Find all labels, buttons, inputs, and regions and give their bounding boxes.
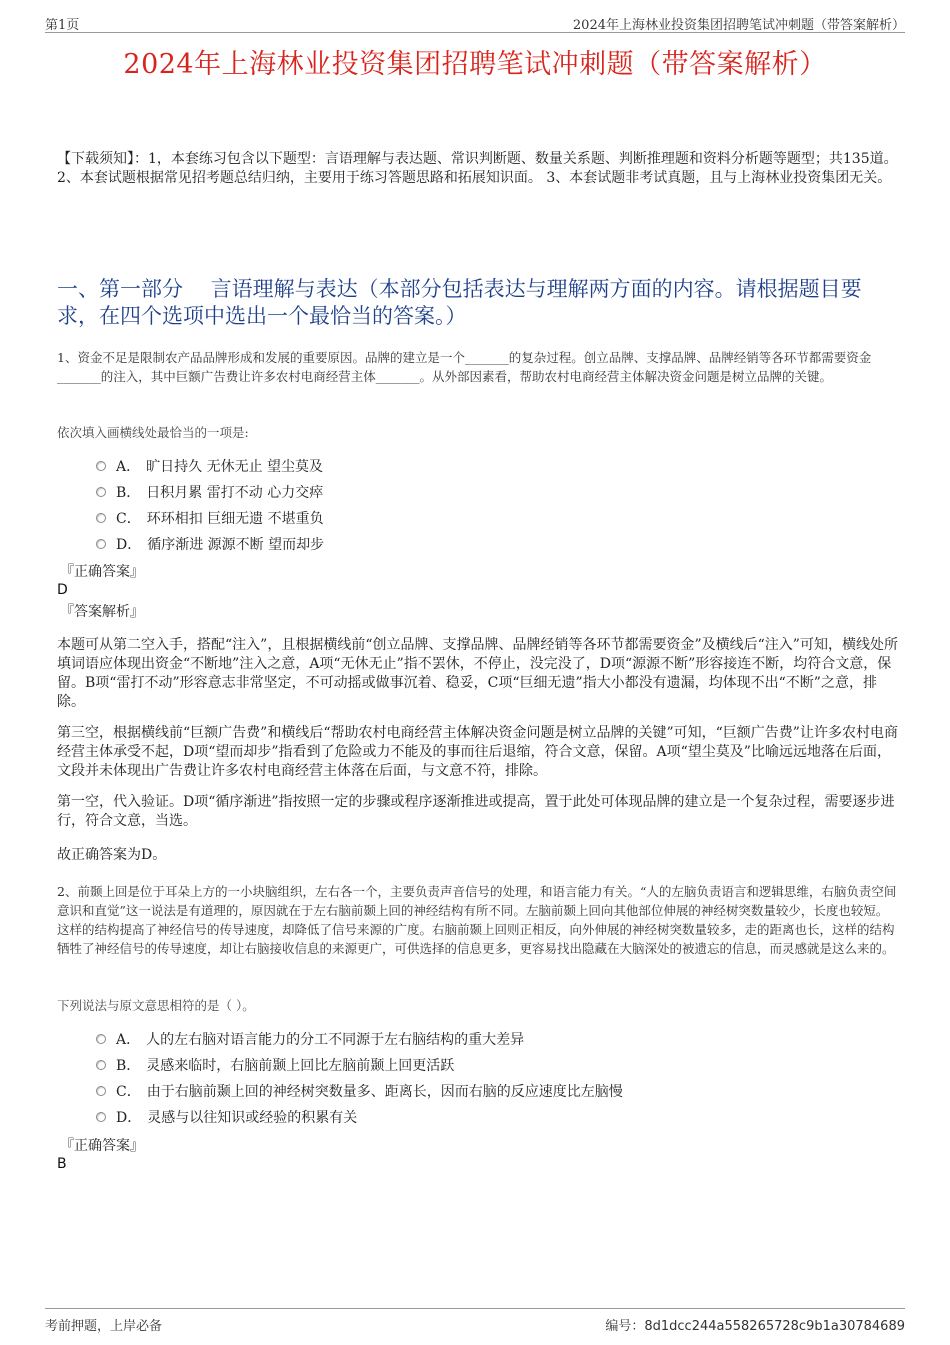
option-d[interactable]: D． 循序渐进 源源不断 望而却步 <box>96 531 324 557</box>
analysis-conclusion: 故正确答案为D。 <box>57 847 167 863</box>
option-c[interactable]: C． 由于右脑前颞上回的神经树突数量多、距离长，因而右脑的反应速度比左脑慢 <box>96 1078 623 1104</box>
option-a[interactable]: A． 人的左右脑对语言能力的分工不同源于左右脑结构的重大差异 <box>96 1026 623 1052</box>
radio-icon[interactable] <box>96 1060 106 1070</box>
question-2-options <box>96 1026 623 1130</box>
option-label: 人的左右脑对语言能力的分工不同源于左右脑结构的重大差异 <box>146 1032 525 1048</box>
radio-icon[interactable] <box>96 513 106 523</box>
radio-icon[interactable] <box>96 487 106 497</box>
question-2-prompt: 下列说法与原文意思相符的是（ ）。 <box>57 998 255 1013</box>
option-label: 循序渐进 源源不断 望而却步 <box>147 537 325 553</box>
radio-icon[interactable] <box>96 539 106 549</box>
option-b[interactable]: B． 日积月累 雷打不动 心力交瘁 <box>96 479 324 505</box>
footer-slogan: 考前押题，上岸必备 <box>45 1319 163 1334</box>
option-label: 由于右脑前颞上回的神经树突数量多、距离长，因而右脑的反应速度比左脑慢 <box>146 1084 623 1100</box>
option-d[interactable]: D． 灵感与以往知识或经验的积累有关 <box>96 1104 623 1130</box>
radio-icon[interactable] <box>96 1034 106 1044</box>
radio-icon[interactable] <box>96 461 106 471</box>
page-footer <box>45 1308 905 1333</box>
question-1-options <box>96 453 324 557</box>
option-label: 日积月累 雷打不动 心力交瘁 <box>146 485 324 501</box>
option-b[interactable]: B． 灵感来临时，右脑前颞上回比左脑前颞上回更活跃 <box>96 1052 623 1078</box>
radio-icon[interactable] <box>96 1112 106 1122</box>
analysis-label: 『答案解析』 <box>60 604 144 620</box>
analysis-paragraph-3: 第一空，代入验证。D项“循序渐进”指按照一定的步骤或程序逐渐推进或提高，置于此处可体现品牌的建立是一个复杂过程，需要逐步进行，符合文意，当选。 <box>57 794 895 829</box>
answer-label: 『正确答案』 <box>60 564 144 580</box>
section-title: 一、第一部分 言语理解与表达（本部分包括表达与理解两方面的内容。请根据题目要求，在四个选项中选出一个最恰当的答案。） <box>57 277 862 328</box>
option-c[interactable]: C． 环环相扣 巨细无遗 不堪重负 <box>96 505 324 531</box>
analysis-paragraph-1: 本题可从第二空入手，搭配“注入”，且根据横线前“创立品牌、支撑品牌、品牌经销等各环节都需要资金”及横线后“注入”可知，横线处所填词语应体现出资金“不断地”注入之意，A项“无休无止”指不罢休，不停止，没完没了，D项“源源不断”形容接连不断，均符合文意，保留。B项“雷打不动”形容意志非常坚定，不可动摇或做事沉着、稳妥，C项“巨细无遗”指大小都没有遗漏，均体现不出“不断”之意，排除。 <box>57 637 898 710</box>
option-label: 灵感来临时，右脑前颞上回比左脑前颞上回更活跃 <box>146 1058 455 1074</box>
question-1-prompt: 依次填入画横线处最恰当的一项是: <box>57 425 249 440</box>
document-title: 2024年上海林业投资集团招聘笔试冲刺题（带答案解析） <box>123 49 827 80</box>
radio-icon[interactable] <box>96 1086 106 1096</box>
page-number: 第1页 <box>45 18 80 33</box>
correct-answer: D <box>57 582 68 598</box>
analysis-paragraph-2: 第三空，根据横线前“巨额广告费”和横线后“帮助农村电商经营主体解决资金问题是树立品牌的关键”可知，“巨额广告费”让许多农村电商经营主体承受不起，D项“望而却步”指看到了危险或力不能及的事而往后退缩，符合文意，保留。A项“望尘莫及”比喻远远地落在后面，文段并未体现出广告费让许多农村电商经营主体落在后面，与文意不符，排除。 <box>57 725 898 779</box>
question-1-text: 1、资金不足是限制农产品品牌形成和发展的重要原因。品牌的建立是一个_______的复杂过程。创立品牌、支撑品牌、品牌经销等各环节都需要资金_______的注入，其中巨额广告费让许多农村电商经营主体_______。从外部因素看，帮助农村电商经营主体解决资金问题是树立品牌的关键。 <box>57 350 872 384</box>
option-a[interactable]: A． 旷日持久 无休无止 望尘莫及 <box>96 453 324 479</box>
correct-answer: B <box>57 1156 67 1172</box>
option-label: 环环相扣 巨细无遗 不堪重负 <box>146 511 324 527</box>
answer-label: 『正确答案』 <box>60 1138 144 1154</box>
option-label: 灵感与以往知识或经验的积累有关 <box>147 1110 358 1126</box>
page-header <box>45 10 905 33</box>
question-2-text: 2、前颞上回是位于耳朵上方的一小块脑组织，左右各一个，主要负责声音信号的处理，和语言能力有关。“人的左脑负责语言和逻辑思维，右脑负责空间意识和直觉”这一说法是有道理的，原因就在于左右脑前颞上回的神经结构有所不同。左脑前颞上回向其他部位伸展的神经树突数量较少，长度也较短。这样的结构提高了神经信号的传导速度，却降低了信号来源的广度。右脑前颞上回则正相反，向外伸展的神经树突数量较多，走的距离也长，这样的结构牺牲了神经信号的传导速度，却让右脑接收信息的来源更广，可供选择的信息更多，更容易找出隐藏在大脑深处的被遗忘的信息，而灵感就是这么来的。 <box>57 884 897 956</box>
download-notice: 【下载须知】：1，本套练习包含以下题型：言语理解与表达题、常识判断题、数量关系题、判断推理题和资料分析题等题型；共135道。 2、本套试题根据常见招考题总结归纳，主要用于练习答题思路和拓展知识面。 3、本套试题非考试真题，且与上海林业投资集团无关。 <box>57 151 898 186</box>
header-doc-title: 2024年上海林业投资集团招聘笔试冲刺题（带答案解析） <box>572 18 905 33</box>
option-label: 旷日持久 无休无止 望尘莫及 <box>146 459 324 475</box>
document-code: 编号：8d1dcc244a558265728c9b1a30784689 <box>605 1319 905 1334</box>
